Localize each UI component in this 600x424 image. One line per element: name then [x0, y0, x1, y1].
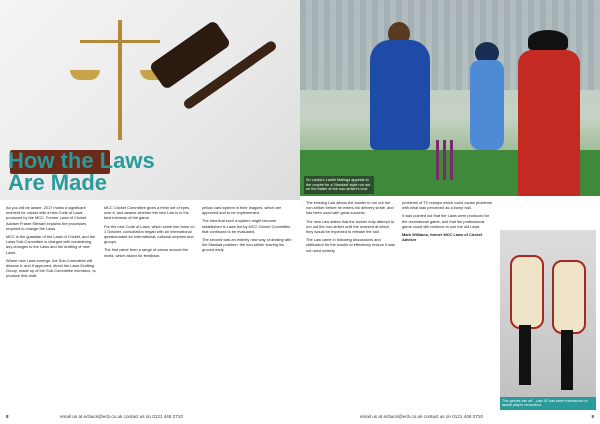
- paragraph: The new Law states that the bowler may attempt to run out the non-striker until the moment at which they would be expected to release the ball.: [306, 218, 395, 235]
- gloves-photo: [500, 230, 596, 410]
- headline-line-1: How the Laws: [8, 148, 155, 173]
- paragraph: The idea that such a system might become established is Laws but by MCC Cricket Committee that continued to be evaluated.: [202, 218, 291, 234]
- author-credit: Mark Williams, former MCC Laws of Cricket Adviser: [402, 232, 483, 243]
- left-column-3: [202, 205, 294, 405]
- paragraph: The first came from a range of voices around the world, which asked for feedback.: [104, 247, 188, 258]
- batter-figure: [470, 60, 504, 150]
- page-number: 9: [591, 414, 594, 419]
- article-headline: [8, 150, 248, 194]
- paragraph: MCC Cricket Committee gives a fresh set of eyes over it, and assess whether the new Law is in the best interests of the game.: [104, 205, 189, 221]
- left-article-columns: [6, 205, 294, 405]
- right-footer: [300, 410, 600, 424]
- right-page: [300, 0, 600, 424]
- right-column-1: [306, 200, 396, 410]
- umpire-hat: [528, 30, 568, 50]
- headline-line-2: Are Made: [8, 170, 108, 195]
- left-column-1: [6, 205, 98, 405]
- stumps: [436, 140, 456, 180]
- grip-right: [561, 330, 573, 390]
- paragraph: The Law came in following discussions and ratification for the bowler to effectively ensure it was not used unfairly.: [306, 237, 396, 253]
- cricket-photo: [300, 0, 600, 196]
- paragraph: The existing Law allows the bowler to run out the non-striker before he enters his delivery stride, and has been used with great success.: [306, 200, 394, 216]
- bowler-figure: [370, 40, 430, 150]
- scale-bar: [80, 40, 160, 43]
- glove-left: [510, 255, 544, 329]
- left-footer: [0, 410, 300, 424]
- photo-caption: Sri Lanka's Lasith Malinga appeals to the umpire for a 'Mankad' style run out on the batter at the non-striker's end.: [304, 176, 374, 194]
- paragraph: MCC is the guardian of the Laws of Cricket, and the Laws Sub-Committee is charged with considering any changes to the Laws and the drafting of new Laws.: [6, 234, 96, 255]
- grip-left: [519, 325, 531, 385]
- paragraph: Where new Laws emerge, the Sub-Committee will discuss it, and if approved, direct the Laws Drafting Group, made up of the Sub-Committee members, to produce first draft.: [6, 257, 96, 279]
- paragraph: problems of TV replays which could cause problems with what was perceived as a bump ball.: [402, 200, 492, 211]
- paragraph: The second was an entirely new way of dealing with the Mankad problem: the non-striker leaving his ground early.: [202, 237, 292, 253]
- scale-pole: [118, 20, 122, 140]
- paragraph: For the new Code of Laws, which came into force on 1 October, consultation began with an International questionnaire for international, national umpires and groups.: [104, 223, 195, 245]
- footer-contact: email us at ecbacs@ecb.co.uk contact us on 0121 446 2710: [360, 414, 483, 419]
- paragraph: It was pointed out that the Laws were produced for the recreational game, and that the professional game could still continue to use the old Laws.: [402, 213, 490, 229]
- gloves-caption: The gloves are off - Law 42 has been introduced to tackle player behaviour.: [500, 397, 596, 410]
- page-number: 8: [6, 414, 9, 419]
- scale-pan-left: [70, 70, 100, 80]
- paragraph: yellow card system in their leagues, which are approved and to be implemented.: [202, 205, 282, 216]
- paragraph: As you will be aware, 2017 marks a significant moment for cricket with a new Code of Laws produced by the MCC. Former Laws of Cricket Adviser Fraser Stewart explains the processes required to change the Laws.: [6, 205, 87, 231]
- umpire-figure: [518, 50, 580, 196]
- left-column-2: [104, 205, 196, 405]
- footer-contact: email us at ecbacs@ecb.co.uk contact us on 0121 446 2710: [60, 414, 183, 419]
- right-column-2: [402, 200, 492, 410]
- glove-right: [552, 260, 586, 334]
